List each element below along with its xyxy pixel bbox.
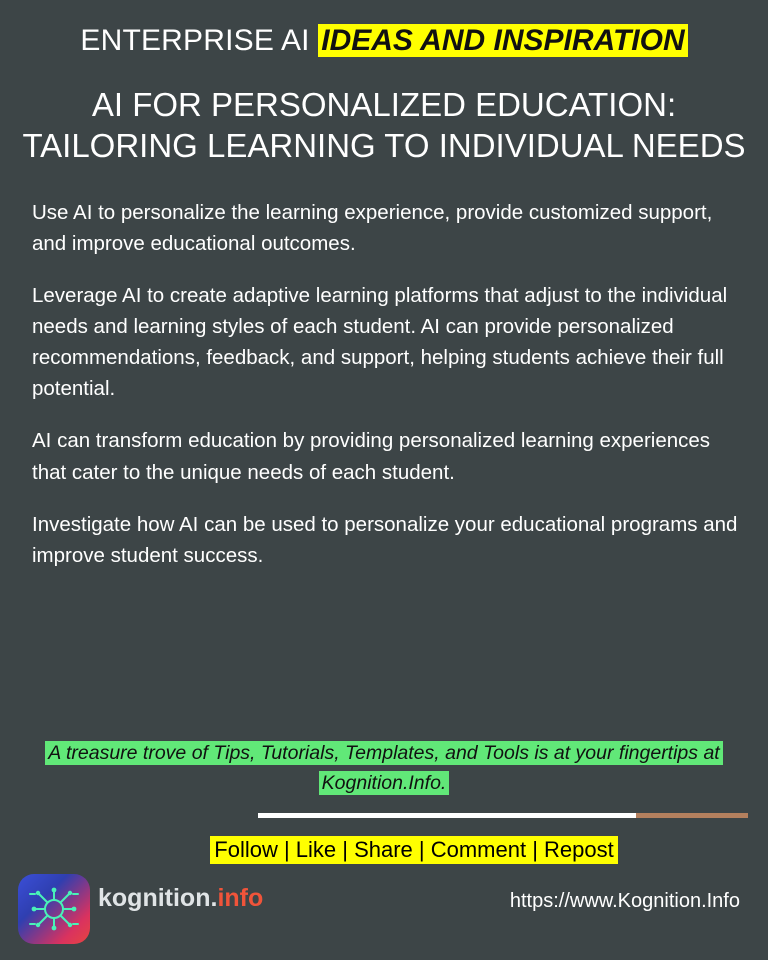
brand-wordmark	[98, 884, 263, 913]
website-url[interactable]: https://www.Kognition.Info	[509, 890, 740, 912]
header-banner	[0, 0, 768, 58]
body-content	[0, 197, 768, 572]
brand-suffix-text: info	[217, 884, 264, 912]
paragraph: Leverage AI to create adaptive learning platforms that adjust to the individual needs and learning styles of each student. AI can provide personalized recommendations, feedback, and support, helping students achieve their full potential.	[32, 283, 728, 401]
brand-logo-icon	[18, 874, 90, 944]
header-plain-text: ENTERPRISE AI	[80, 24, 319, 57]
promo-banner	[0, 738, 768, 798]
page-title: AI FOR PERSONALIZED EDUCATION: TAILORING LEARNING TO INDIVIDUAL NEEDS	[22, 86, 746, 165]
header-highlight-text: IDEAS AND INSPIRATION	[318, 24, 687, 57]
paragraph: AI can transform education by providing personalized learning experiences that cater to the unique needs of each student.	[32, 429, 711, 484]
divider-white	[258, 813, 636, 818]
brand-dot-text: .	[210, 884, 218, 912]
paragraph: Use AI to personalize the learning experience, provide customized support, and improve educational outcomes.	[32, 200, 713, 255]
promo-text: A treasure trove of Tips, Tutorials, Templates, and Tools is at your fingertips at Kognition.Info.	[45, 741, 722, 795]
follow-text[interactable]: Follow | Like | Share | Comment | Repost	[210, 836, 617, 864]
brand-name-text: kognition	[98, 884, 211, 912]
follow-cta[interactable]	[0, 836, 768, 864]
paragraph: Investigate how AI can be used to personalize your educational programs and improve student success.	[32, 512, 738, 567]
